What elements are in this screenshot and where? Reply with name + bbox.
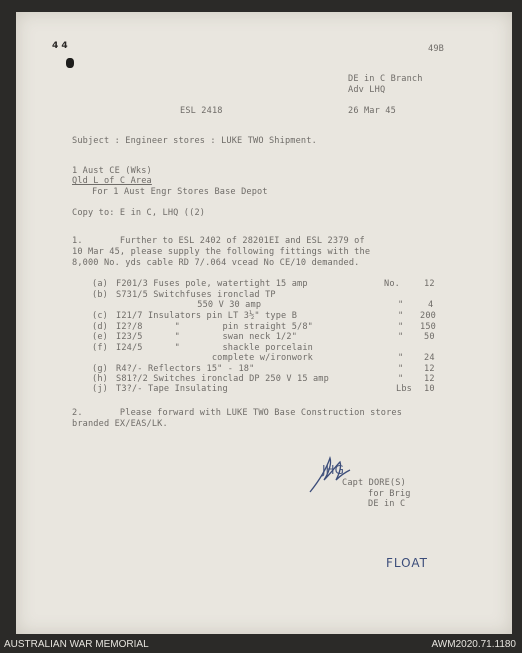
signature-line-3: DE in C	[368, 499, 406, 509]
item-qty: 12	[424, 279, 435, 289]
signature	[308, 452, 354, 496]
from-line-2: Adv LHQ	[348, 85, 386, 95]
item-unit: "	[398, 364, 404, 374]
item-letter: (c)	[92, 311, 108, 321]
list-item	[0, 384, 522, 394]
item-desc: T3?/- Tape Insulating	[116, 384, 228, 394]
copy-to: Copy to: E in C, LHQ ((2)	[72, 208, 206, 218]
item-letter: (j)	[92, 384, 108, 394]
item-letter: (h)	[92, 374, 108, 384]
list-item	[0, 374, 522, 384]
subject: Subject : Engineer stores : LUKE TWO Shipment.	[72, 136, 317, 146]
page-number: 49B	[428, 44, 444, 54]
item-unit: Lbs	[396, 384, 412, 394]
handwritten-note: FLOAT	[386, 556, 429, 570]
item-unit: "	[398, 374, 404, 384]
list-item	[0, 353, 522, 363]
signature-initials: JHG	[322, 463, 344, 477]
item-letter: (a)	[92, 279, 108, 289]
para1-line-2: 10 Mar 45, please supply the following fittings with the	[72, 247, 371, 257]
punch-hole	[66, 58, 74, 68]
list-item	[0, 311, 522, 321]
item-unit: "	[398, 300, 404, 310]
date: 26 Mar 45	[348, 106, 396, 116]
item-qty: 12	[424, 364, 435, 374]
item-desc: R4?/- Reflectors 15" - 18"	[116, 364, 255, 374]
list-item	[0, 290, 522, 300]
addressee-1: 1 Aust CE (Wks)	[72, 166, 152, 176]
para1-line-3: 8,000 No. yds cable RD 7/.064 vcead No CE/10 demanded.	[72, 258, 360, 268]
list-item	[0, 300, 522, 310]
item-qty: 200	[420, 311, 436, 321]
corner-mark: 4 4	[52, 41, 68, 51]
item-qty: 24	[424, 353, 435, 363]
list-item	[0, 279, 522, 289]
item-unit: "	[398, 353, 404, 363]
para1-line-1: 1. Further to ESL 2402 of 28201EI and ESL 2379 of	[72, 236, 365, 246]
item-unit: "	[398, 332, 404, 342]
signature-scribble	[308, 452, 354, 496]
item-letter: (d)	[92, 322, 108, 332]
para2-line-1: 2. Please forward with LUKE TWO Base Construction stores	[72, 408, 403, 418]
item-desc: S81?/2 Switches ironclad DP 250 V 15 amp	[116, 374, 329, 384]
item-letter: (b)	[92, 290, 108, 300]
list-item	[0, 364, 522, 374]
footer-right: AWM2020.71.1180	[431, 639, 516, 650]
item-desc: S731/5 Switchfuses ironclad TP	[116, 290, 276, 300]
item-qty: 4	[428, 300, 434, 310]
item-desc: I2?/8 " pin straight 5/8"	[116, 322, 313, 332]
footer-left: AUSTRALIAN WAR MEMORIAL	[4, 639, 149, 650]
signature-line-2: for Brig	[368, 489, 411, 499]
signature-line-1: Capt DORE(S)	[342, 478, 406, 488]
addressee-2: Qld L of C Area	[72, 176, 152, 186]
list-item	[0, 322, 522, 332]
item-desc: complete w/ironwork	[116, 353, 313, 363]
item-letter: (g)	[92, 364, 108, 374]
item-qty: 12	[424, 374, 435, 384]
item-desc: 550 V 30 amp	[160, 300, 262, 310]
from-line-1: DE in C Branch	[348, 74, 423, 84]
item-desc: F201/3 Fuses pole, watertight 15 amp	[116, 279, 308, 289]
item-qty: 10	[424, 384, 435, 394]
list-item	[0, 343, 522, 353]
para2-line-2: branded EX/EAS/LK.	[72, 419, 168, 429]
item-unit: "	[398, 322, 404, 332]
item-qty: 50	[424, 332, 435, 342]
item-letter: (e)	[92, 332, 108, 342]
item-letter: (f)	[92, 343, 108, 353]
item-desc: I21/7 Insulators pin LT 3½" type B	[116, 311, 298, 321]
item-desc: I24/5 " shackle porcelain	[116, 343, 313, 353]
item-unit: No.	[384, 279, 400, 289]
list-item	[0, 332, 522, 342]
addressee-3: For 1 Aust Engr Stores Base Depot	[92, 187, 268, 197]
item-qty: 150	[420, 322, 436, 332]
item-desc: I23/5 " swan neck 1/2"	[116, 332, 298, 342]
reference: ESL 2418	[180, 106, 223, 116]
item-unit: "	[398, 311, 404, 321]
